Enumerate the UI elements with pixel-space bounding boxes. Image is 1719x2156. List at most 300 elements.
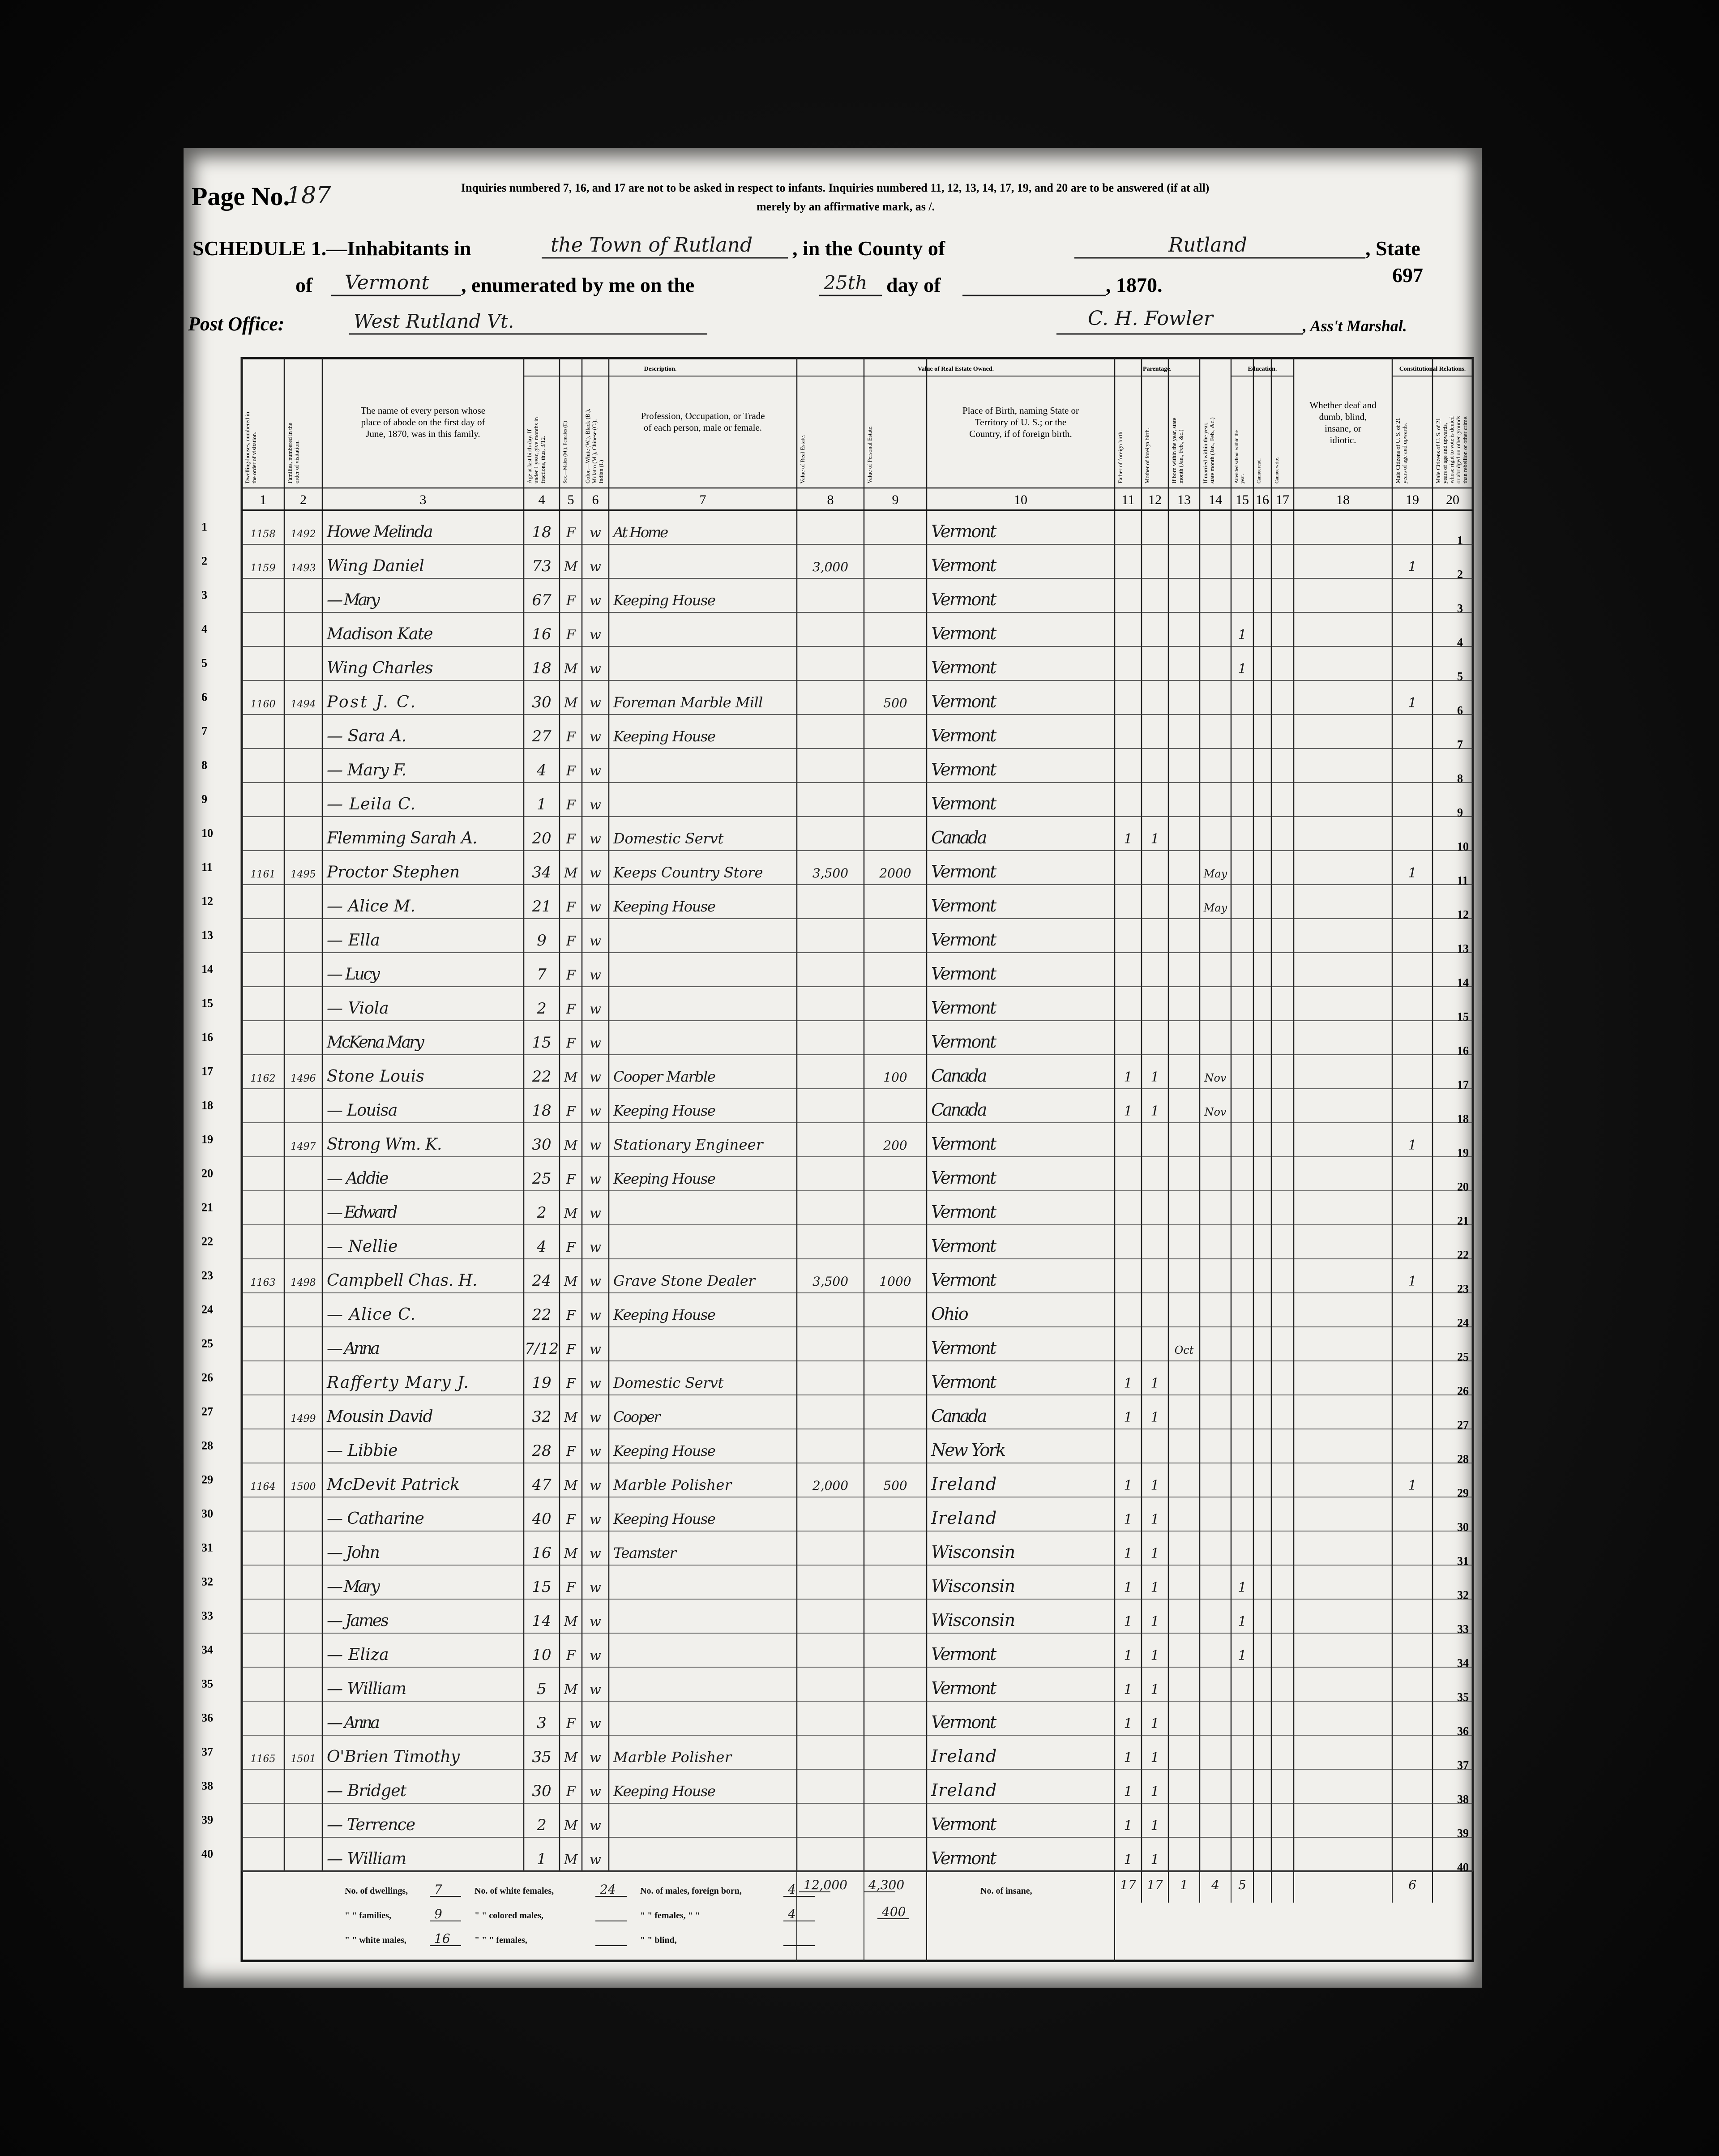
cell-color: w (590, 1069, 601, 1085)
cell-dw: 1161 (250, 869, 276, 880)
cell-color: w (590, 1478, 601, 1493)
table-row (327, 1610, 1247, 1630)
column-header-7 (641, 411, 765, 433)
svg-text:Male Citizens of U. S. of 21: Male Citizens of U. S. of 21 (1435, 418, 1442, 483)
table-row (327, 1508, 1159, 1528)
svg-text:month (Jan., Feb., &c.): month (Jan., Feb., &c.) (1177, 429, 1184, 483)
cell-color: w (590, 1308, 601, 1323)
cell-color: w (590, 1818, 601, 1834)
cell-name: — Mary (327, 591, 380, 609)
cell-fa: 1 (1124, 1614, 1133, 1630)
right-line-number: 6 (1457, 704, 1463, 717)
svg-text:insane, or: insane, or (1325, 423, 1361, 434)
footer-families: 9 (434, 1907, 442, 1921)
cell-dw: 1160 (250, 699, 276, 710)
right-line-number: 3 (1457, 602, 1463, 615)
left-line-number: 17 (201, 1065, 213, 1078)
cell-sex: M (564, 1614, 578, 1630)
state-value: Vermont (345, 271, 430, 294)
right-line-number: 35 (1457, 1690, 1469, 1704)
cell-occ: Keeping House (613, 1102, 716, 1119)
table-row (327, 1304, 969, 1324)
cell-age: 2 (537, 1204, 547, 1222)
cell-name: — Ella (327, 931, 380, 950)
table-row (251, 556, 1417, 575)
column-header-14 (1202, 417, 1215, 483)
cell-occ: Keeps Country Store (613, 864, 763, 881)
table-row (327, 1338, 1194, 1358)
cell-mo: 1 (1150, 1478, 1159, 1493)
cell-age: 22 (532, 1068, 552, 1086)
svg-text:place of abode on the first da: place of abode on the first day of (361, 417, 485, 428)
cell-mo: 1 (1150, 1648, 1159, 1664)
cell-sex: M (564, 1410, 578, 1425)
column-number: 6 (592, 492, 599, 507)
cell-birth: Vermont (931, 1712, 997, 1732)
cell-fa: 1 (1124, 1852, 1133, 1868)
right-line-number: 34 (1457, 1656, 1469, 1670)
cell-sex: F (566, 967, 576, 983)
cell-age: 15 (532, 1034, 552, 1052)
cell-sex: F (566, 1172, 576, 1187)
cell-name: Madison Kate (327, 625, 433, 643)
table-row (327, 1644, 1247, 1664)
cell-fa: 1 (1124, 1104, 1133, 1119)
cell-name: Proctor Stephen (327, 863, 460, 881)
cell-color: w (590, 797, 601, 813)
table-row (327, 1440, 1006, 1460)
right-line-number: 17 (1457, 1078, 1469, 1091)
cell-age: 4 (537, 1238, 547, 1256)
cell-age: 2 (537, 1000, 547, 1018)
cell-birth: Ireland (931, 1746, 997, 1766)
left-line-number: 32 (201, 1575, 213, 1588)
cell-mo: 1 (1150, 1512, 1159, 1527)
cell-sex: M (564, 1138, 578, 1153)
cell-fa: 1 (1124, 1580, 1133, 1596)
cell-color: w (590, 525, 601, 541)
cell-birth: Vermont (931, 794, 997, 813)
svg-text:Value of Personal Estate.: Value of Personal Estate. (866, 425, 873, 483)
cell-birth: Wisconsin (931, 1610, 1016, 1630)
svg-text:Families, numbered in the: Families, numbered in the (286, 423, 294, 483)
left-line-number: 34 (201, 1643, 213, 1656)
cell-occ: Domestic Servt (613, 1374, 724, 1391)
cell-fam: 1494 (291, 699, 316, 710)
right-line-number: 12 (1457, 908, 1469, 921)
cell-color: w (590, 1342, 601, 1357)
cell-name: — Louisa (327, 1101, 398, 1120)
cell-birth: Vermont (931, 692, 997, 711)
cell-birth: Ireland (931, 1780, 997, 1800)
column-number: 17 (1276, 492, 1289, 507)
svg-text:The name of every person whose: The name of every person whose (360, 405, 486, 416)
svg-text:the order of visitation.: the order of visitation. (251, 432, 258, 483)
cell-dw: 1164 (250, 1481, 276, 1493)
right-line-number: 23 (1457, 1282, 1469, 1296)
table-row (327, 1678, 1159, 1698)
cell-fam: 1493 (291, 563, 316, 574)
county-label: , in the County of (792, 237, 945, 260)
cell-name: — William (327, 1850, 407, 1868)
marshal-label: , Ass't Marshal. (1303, 317, 1407, 335)
cell-color: w (590, 1240, 601, 1255)
table-row (327, 1202, 997, 1222)
left-line-number: 22 (201, 1235, 213, 1248)
column-number: 9 (892, 492, 899, 507)
left-line-number: 4 (201, 622, 207, 636)
column-number: 7 (699, 492, 706, 507)
right-line-number: 21 (1457, 1214, 1469, 1228)
stamp-number: 697 (1392, 264, 1423, 287)
right-line-number: 32 (1457, 1588, 1469, 1602)
right-line-number: 22 (1457, 1248, 1469, 1262)
cell-color: w (590, 1138, 601, 1153)
table-row (327, 1848, 1159, 1868)
cell-age: 7 (537, 966, 547, 984)
cell-name: — Alice M. (327, 897, 415, 915)
svg-text:under 1 year, give months in: under 1 year, give months in (533, 417, 540, 483)
right-line-number: 7 (1457, 738, 1463, 751)
state-label: , State (1365, 237, 1420, 260)
table-row (327, 998, 997, 1018)
cell-mm: Nov (1204, 1106, 1227, 1118)
cell-color: w (590, 899, 601, 915)
cell-sch: 1 (1238, 1580, 1247, 1596)
svg-text:Territory of U. S.; or the: Territory of U. S.; or the (975, 417, 1067, 428)
cell-color: w (590, 1716, 601, 1732)
footer-extra-note: 400 (882, 1904, 906, 1919)
right-line-number: 19 (1457, 1146, 1469, 1159)
right-line-number: 20 (1457, 1180, 1469, 1194)
table-row (327, 1100, 1227, 1120)
cell-color: w (590, 1614, 601, 1630)
left-line-number: 20 (201, 1167, 213, 1180)
column-number: 12 (1148, 492, 1162, 507)
cell-name: McKena Mary (327, 1033, 424, 1052)
cell-birth: Vermont (931, 998, 997, 1018)
table-row (327, 760, 997, 779)
right-line-number: 37 (1457, 1758, 1469, 1772)
group-header-parentage: Parentage. (1143, 366, 1172, 372)
svg-text:Country, if of foreign birth.: Country, if of foreign birth. (969, 428, 1072, 439)
svg-text:than rebellion or other crime.: than rebellion or other crime. (1462, 415, 1469, 483)
cell-sex: M (564, 1546, 578, 1561)
cell-sex: F (566, 1784, 576, 1800)
cell-sex: M (564, 695, 578, 711)
column-header-8 (799, 435, 806, 483)
cell-dw: 1159 (250, 563, 276, 574)
svg-text:Place of Birth, naming State o: Place of Birth, naming State or (962, 405, 1079, 416)
page-number: 187 (286, 182, 331, 209)
footer-insane-label: No. of insane, (980, 1886, 1032, 1896)
cell-mo: 1 (1150, 831, 1159, 847)
cell-fam: 1500 (291, 1481, 316, 1493)
table-row (326, 1032, 997, 1052)
cell-name: — Addie (327, 1169, 389, 1188)
table-row (327, 658, 1247, 677)
post-office-label: Post Office: (188, 313, 285, 335)
left-line-number: 7 (201, 724, 207, 738)
cell-occ: Keeping House (613, 1510, 716, 1527)
cell-pe: 500 (883, 1478, 907, 1493)
cell-sex: M (564, 1682, 578, 1698)
cell-age: 1 (537, 1850, 547, 1868)
cell-fa: 1 (1124, 831, 1133, 847)
cell-re: 2,000 (812, 1478, 849, 1493)
left-line-number: 3 (201, 588, 207, 602)
cell-birth: Vermont (931, 1270, 997, 1290)
cell-color: w (590, 763, 601, 779)
cell-dw: 1165 (250, 1754, 276, 1765)
cell-color: w (590, 1580, 601, 1596)
cell-pe: 100 (883, 1070, 907, 1085)
right-line-number: 36 (1457, 1724, 1469, 1738)
column-number: 3 (419, 492, 427, 507)
cell-birth: Canada (931, 1100, 988, 1120)
right-line-number: 38 (1457, 1792, 1469, 1806)
left-line-number: 16 (201, 1031, 213, 1044)
table-row (251, 1270, 1417, 1290)
column-header-6 (584, 409, 604, 483)
left-line-number: 11 (201, 860, 213, 874)
cell-age: 1 (537, 796, 547, 813)
cell-color: w (590, 1206, 601, 1221)
svg-text:or abridged on other grounds: or abridged on other grounds (1455, 416, 1462, 483)
cell-age: 30 (532, 1782, 552, 1800)
cell-color: w (590, 1001, 601, 1017)
cell-occ: Cooper (613, 1408, 661, 1425)
column-header-16 (1257, 458, 1262, 483)
column-number: 11 (1121, 492, 1135, 507)
column-number: 5 (567, 492, 574, 507)
cell-birth: Vermont (931, 896, 997, 915)
svg-text:Age at last birth-day. If: Age at last birth-day. If (526, 429, 533, 483)
cell-color: w (590, 1410, 601, 1425)
table-row (326, 828, 1159, 847)
instructions-note-line1: Inquiries numbered 7, 16, and 17 are not to be asked in respect to infants. Inquiries numbered 11, 12, 13, 14, 17, 19, and 20 are to be answered (if at all) (461, 181, 1210, 194)
cell-color: w (590, 729, 601, 745)
left-line-number: 5 (201, 656, 207, 670)
left-line-number: 26 (201, 1371, 213, 1384)
cell-fam: 1497 (291, 1141, 316, 1152)
table-row (327, 1576, 1247, 1596)
cell-birth: Canada (931, 1406, 988, 1426)
table-row (327, 964, 997, 984)
cell-occ: Keeping House (613, 1783, 716, 1800)
left-line-number: 12 (201, 894, 213, 908)
column-header-2 (286, 423, 300, 483)
svg-text:Cannot write.: Cannot write. (1274, 457, 1280, 483)
cell-name: — William (327, 1680, 407, 1698)
table-row (327, 1168, 997, 1188)
cell-vote: 1 (1408, 559, 1417, 575)
column-number: 8 (827, 492, 834, 507)
column-headers (244, 366, 1468, 507)
cell-name: — Sara A. (327, 727, 407, 745)
cell-sex: F (566, 1342, 576, 1357)
cell-name: — Terrence (327, 1816, 415, 1834)
cell-birth: Canada (931, 1066, 988, 1086)
table-row (251, 692, 1417, 711)
cell-sex: M (564, 865, 578, 881)
cell-occ: At Home (613, 524, 669, 541)
cell-age: 16 (532, 1544, 552, 1562)
cell-mo: 1 (1150, 1716, 1159, 1732)
right-line-number: 16 (1457, 1044, 1469, 1057)
cell-sex: F (566, 1580, 576, 1596)
cell-sex: F (566, 899, 576, 915)
cell-mo: 1 (1150, 1069, 1159, 1085)
cell-dw: 1162 (250, 1073, 276, 1084)
cell-birth: Vermont (931, 1032, 997, 1052)
cell-mo: 1 (1150, 1682, 1159, 1698)
cell-age: 73 (532, 557, 552, 575)
cell-fa: 1 (1124, 1069, 1133, 1085)
cell-sex: F (566, 525, 576, 541)
cell-name: — Viola (327, 999, 389, 1018)
cell-mo: 1 (1150, 1852, 1159, 1868)
cell-name: Strong Wm. K. (327, 1135, 442, 1154)
right-line-number: 30 (1457, 1520, 1469, 1534)
cell-fa: 1 (1124, 1716, 1133, 1732)
cell-name: — Leila C. (327, 795, 415, 813)
left-line-number: 25 (201, 1337, 213, 1350)
right-line-number: 39 (1457, 1827, 1469, 1840)
cell-age: 2 (537, 1816, 547, 1834)
right-line-number: 5 (1457, 670, 1463, 683)
cell-pe: 200 (883, 1138, 907, 1153)
cell-birth: Vermont (931, 930, 997, 950)
left-line-number: 1 (201, 520, 207, 534)
cell-color: w (590, 865, 601, 881)
column-header-3 (361, 405, 485, 439)
cell-sex: F (566, 1308, 576, 1323)
table-rows (201, 521, 1469, 1874)
svg-text:June, 1870, was in this family: June, 1870, was in this family. (366, 428, 480, 439)
cell-mo: 1 (1150, 1580, 1159, 1596)
cell-birth: Vermont (931, 1338, 997, 1358)
marshal-name: C. H. Fowler (1088, 307, 1213, 330)
cell-color: w (590, 1376, 601, 1391)
right-line-number: 14 (1457, 976, 1469, 989)
left-line-number: 18 (201, 1099, 213, 1112)
cell-occ: Cooper Marble (613, 1068, 716, 1085)
right-line-number: 10 (1457, 840, 1469, 853)
column-header-12 (1144, 428, 1150, 483)
column-header-5 (563, 421, 568, 483)
svg-text:Dwelling-houses, numbered in: Dwelling-houses, numbered in (244, 412, 251, 483)
cell-sex: M (564, 1750, 578, 1766)
column-header-20 (1435, 415, 1468, 483)
cell-age: 7/12 (524, 1340, 559, 1358)
cell-name: — John (327, 1544, 380, 1562)
cell-age: 4 (537, 761, 547, 779)
column-header-18 (1309, 400, 1377, 445)
right-line-number: 9 (1457, 806, 1463, 819)
column-header-9 (866, 425, 873, 483)
footer-colored-males-label: " " colored males, (475, 1911, 544, 1921)
cell-sex: F (566, 1512, 576, 1527)
right-line-number: 26 (1457, 1384, 1469, 1398)
cell-age: 28 (532, 1442, 552, 1460)
cell-color: w (590, 1750, 601, 1766)
cell-color: w (590, 967, 601, 983)
table-row (326, 1372, 1159, 1392)
cell-sex: F (566, 1240, 576, 1255)
cell-occ: Keeping House (613, 898, 716, 915)
left-line-number: 37 (201, 1745, 213, 1758)
cell-sex: M (564, 1069, 578, 1085)
right-line-number: 31 (1457, 1554, 1469, 1568)
footer-total-married: 4 (1211, 1878, 1219, 1892)
footer-colored-females-label: " " " females, (475, 1935, 527, 1945)
cell-birth: Vermont (931, 1644, 997, 1664)
cell-age: 18 (532, 523, 552, 541)
left-line-number: 21 (201, 1201, 213, 1214)
right-line-number: 40 (1457, 1861, 1469, 1874)
cell-fa: 1 (1124, 1512, 1133, 1527)
cell-occ: Stationary Engineer (613, 1136, 763, 1153)
left-line-number: 6 (201, 690, 207, 704)
svg-text:Mulatto (M.), Chinese (C.),: Mulatto (M.), Chinese (C.), (591, 419, 598, 483)
left-line-number: 23 (201, 1269, 213, 1282)
cell-birth: Vermont (931, 556, 997, 575)
cell-sex: M (564, 559, 578, 575)
cell-sch: 1 (1238, 1614, 1247, 1630)
cell-bm: Oct (1174, 1344, 1194, 1356)
svg-text:Profession, Occupation, or Tra: Profession, Occupation, or Trade (641, 411, 765, 421)
column-number: 16 (1256, 492, 1269, 507)
cell-occ: Keeping House (613, 728, 716, 745)
cell-sch: 1 (1238, 627, 1247, 643)
table-row (327, 726, 997, 745)
table-row (327, 1780, 1159, 1800)
cell-name: Mousin David (327, 1407, 433, 1426)
cell-sex: M (564, 1274, 578, 1289)
cell-occ: Marble Polisher (613, 1749, 731, 1766)
cell-occ: Keeping House (613, 1306, 716, 1323)
cell-sex: F (566, 933, 576, 949)
cell-mo: 1 (1150, 1784, 1159, 1800)
cell-sch: 1 (1238, 1648, 1247, 1664)
svg-text:order of visitation.: order of visitation. (293, 440, 300, 483)
cell-name: Howe Melinda (327, 523, 433, 541)
cell-vote: 1 (1408, 695, 1417, 711)
cell-sex: F (566, 1444, 576, 1459)
cell-name: — Libbie (327, 1442, 398, 1460)
cell-occ: Keeping House (613, 1442, 716, 1459)
cell-age: 18 (532, 1102, 552, 1120)
left-line-number: 30 (201, 1507, 213, 1520)
cell-occ: Foreman Marble Mill (613, 694, 763, 711)
column-number: 4 (538, 492, 545, 507)
right-line-number: 15 (1457, 1010, 1469, 1023)
cell-name: — Mary F. (327, 761, 407, 779)
page-label: Page No. (192, 182, 290, 211)
cell-color: w (590, 933, 601, 949)
cell-vote: 1 (1408, 1138, 1417, 1153)
footer-families-label: " " families, (345, 1911, 391, 1921)
column-number: 19 (1406, 492, 1419, 507)
footer-total-school: 5 (1238, 1878, 1246, 1892)
township-value: the Town of Rutland (551, 234, 753, 257)
cell-birth: Wisconsin (931, 1576, 1016, 1596)
cell-sex: F (566, 1648, 576, 1664)
cell-age: 15 (532, 1578, 552, 1596)
svg-text:Male Citizens of U. S. of 21: Male Citizens of U. S. of 21 (1394, 418, 1402, 483)
cell-mo: 1 (1150, 1546, 1159, 1561)
